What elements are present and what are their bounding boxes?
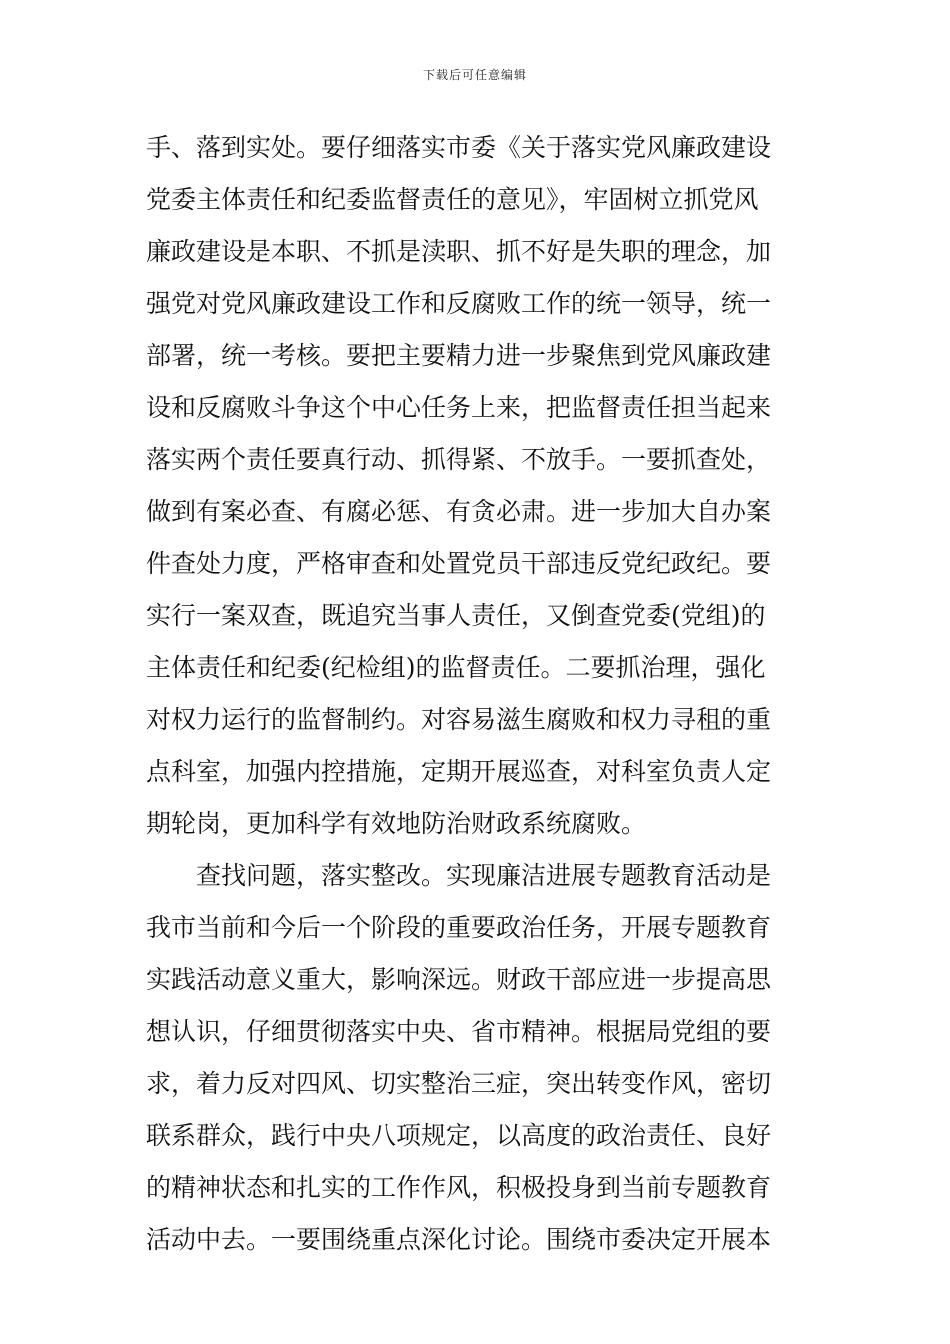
text-line: 的精神状态和扎实的工作作风，积极投身到当前专题教育	[146, 1173, 772, 1202]
document-body	[146, 122, 810, 1266]
text-line: 期轮岗，更加科学有效地防治财政系统腐败。	[146, 809, 647, 838]
text-line: 点科室，加强内控措施，定期开展巡查，对科室负责人定	[146, 757, 772, 786]
text-line: 党委主体责任和纪委监督责任的意见》，牢固树立抓党风	[146, 185, 759, 214]
text-line: 实践活动意义重大，影响深远。财政干部应进一步提高思	[146, 965, 772, 994]
text-line: 廉政建设是本职、不抓是渎职、抓不好是失职的理念，加	[146, 237, 772, 266]
text-line: 落实两个责任要真行动、抓得紧、不放手。一要抓查处，	[146, 445, 772, 474]
text-line: 件查处力度，严格审查和处置党员干部违反党纪政纪。要	[146, 549, 772, 578]
text-line: 查找问题，落实整改。实现廉洁进展专题教育活动是	[146, 861, 772, 890]
page-header: 下载后可任意编辑	[422, 68, 527, 82]
text-line: 求，着力反对四风、切实整治三症，突出转变作风，密切	[146, 1069, 772, 1098]
text-line: 部署，统一考核。要把主要精力进一步聚焦到党风廉政建	[146, 341, 772, 370]
text-line: 主体责任和纪委(纪检组)的监督责任。二要抓治理，强化	[146, 653, 766, 682]
text-line: 设和反腐败斗争这个中心任务上来，把监督责任担当起来	[146, 393, 772, 422]
text-line: 想认识，仔细贯彻落实中央、省市精神。根据局党组的要	[146, 1017, 772, 1046]
text-line: 实行一案双查，既追究当事人责任，又倒查党委(党组)的	[146, 601, 766, 630]
text-line: 活动中去。一要围绕重点深化讨论。围绕市委决定开展本	[146, 1225, 772, 1254]
text-line: 强党对党风廉政建设工作和反腐败工作的统一领导，统一	[146, 289, 772, 318]
text-line: 手、落到实处。要仔细落实市委《关于落实党风廉政建设	[146, 133, 772, 162]
text-line: 对权力运行的监督制约。对容易滋生腐败和权力寻租的重	[146, 705, 772, 734]
text-line: 做到有案必查、有腐必惩、有贪必肃。进一步加大自办案	[146, 497, 772, 526]
text-line: 联系群众，践行中央八项规定，以高度的政治责任、良好	[146, 1121, 772, 1150]
text-line: 我市当前和今后一个阶段的重要政治任务，开展专题教育	[146, 913, 772, 942]
